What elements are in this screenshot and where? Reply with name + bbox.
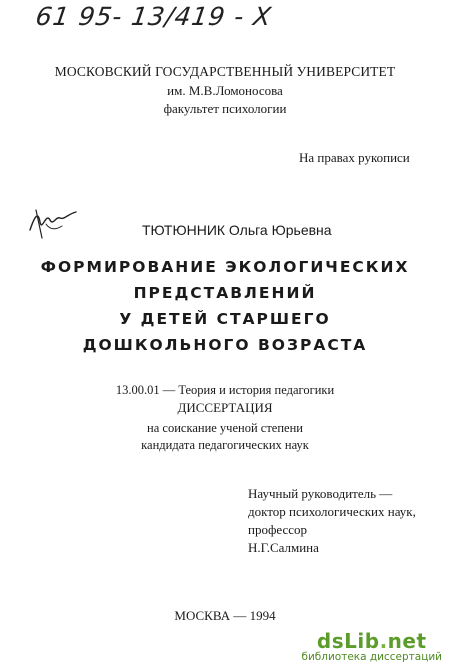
city-year: МОСКВА — 1994 — [174, 608, 276, 623]
title-line: ФОРМИРОВАНИЕ ЭКОЛОГИЧЕСКИХ — [40, 258, 410, 276]
degree-line: кандидата педагогических наук — [141, 438, 309, 452]
supervisor-line: доктор психологических наук, — [248, 504, 416, 519]
handwritten-catalog-code: 61 95- 13/419 - X — [33, 2, 274, 31]
supervisor-name: Н.Г.Салмина — [248, 540, 319, 555]
university-named-after: им. М.В.Ломоносова — [167, 83, 283, 98]
title-line: ПРЕДСТАВЛЕНИЙ — [133, 284, 317, 302]
watermark-logo — [301, 629, 442, 663]
author-name: ТЮТЮННИК Ольга Юрьевна — [142, 222, 332, 238]
watermark-tagline: библиотека диссертаций — [301, 651, 442, 663]
faculty-name: факультет психологии — [163, 101, 287, 116]
degree-line: на соискание ученой степени — [147, 421, 303, 435]
supervisor-line: Научный руководитель — — [248, 486, 393, 501]
watermark-site: dsLib.net — [316, 629, 427, 653]
title-line: У ДЕТЕЙ СТАРШЕГО — [119, 310, 331, 328]
specialty-code: 13.00.01 — Теория и история педагогики — [115, 383, 335, 397]
manuscript-note: На правах рукописи — [299, 150, 410, 165]
university-name: МОСКОВСКИЙ ГОСУДАРСТВЕННЫЙ УНИВЕРСИТЕТ — [54, 64, 396, 79]
handwritten-signature-icon — [26, 200, 80, 242]
document-type: ДИССЕРТАЦИЯ — [177, 400, 273, 415]
supervisor-line: профессор — [248, 522, 308, 537]
title-line: ДОШКОЛЬНОГО ВОЗРАСТА — [82, 336, 368, 354]
